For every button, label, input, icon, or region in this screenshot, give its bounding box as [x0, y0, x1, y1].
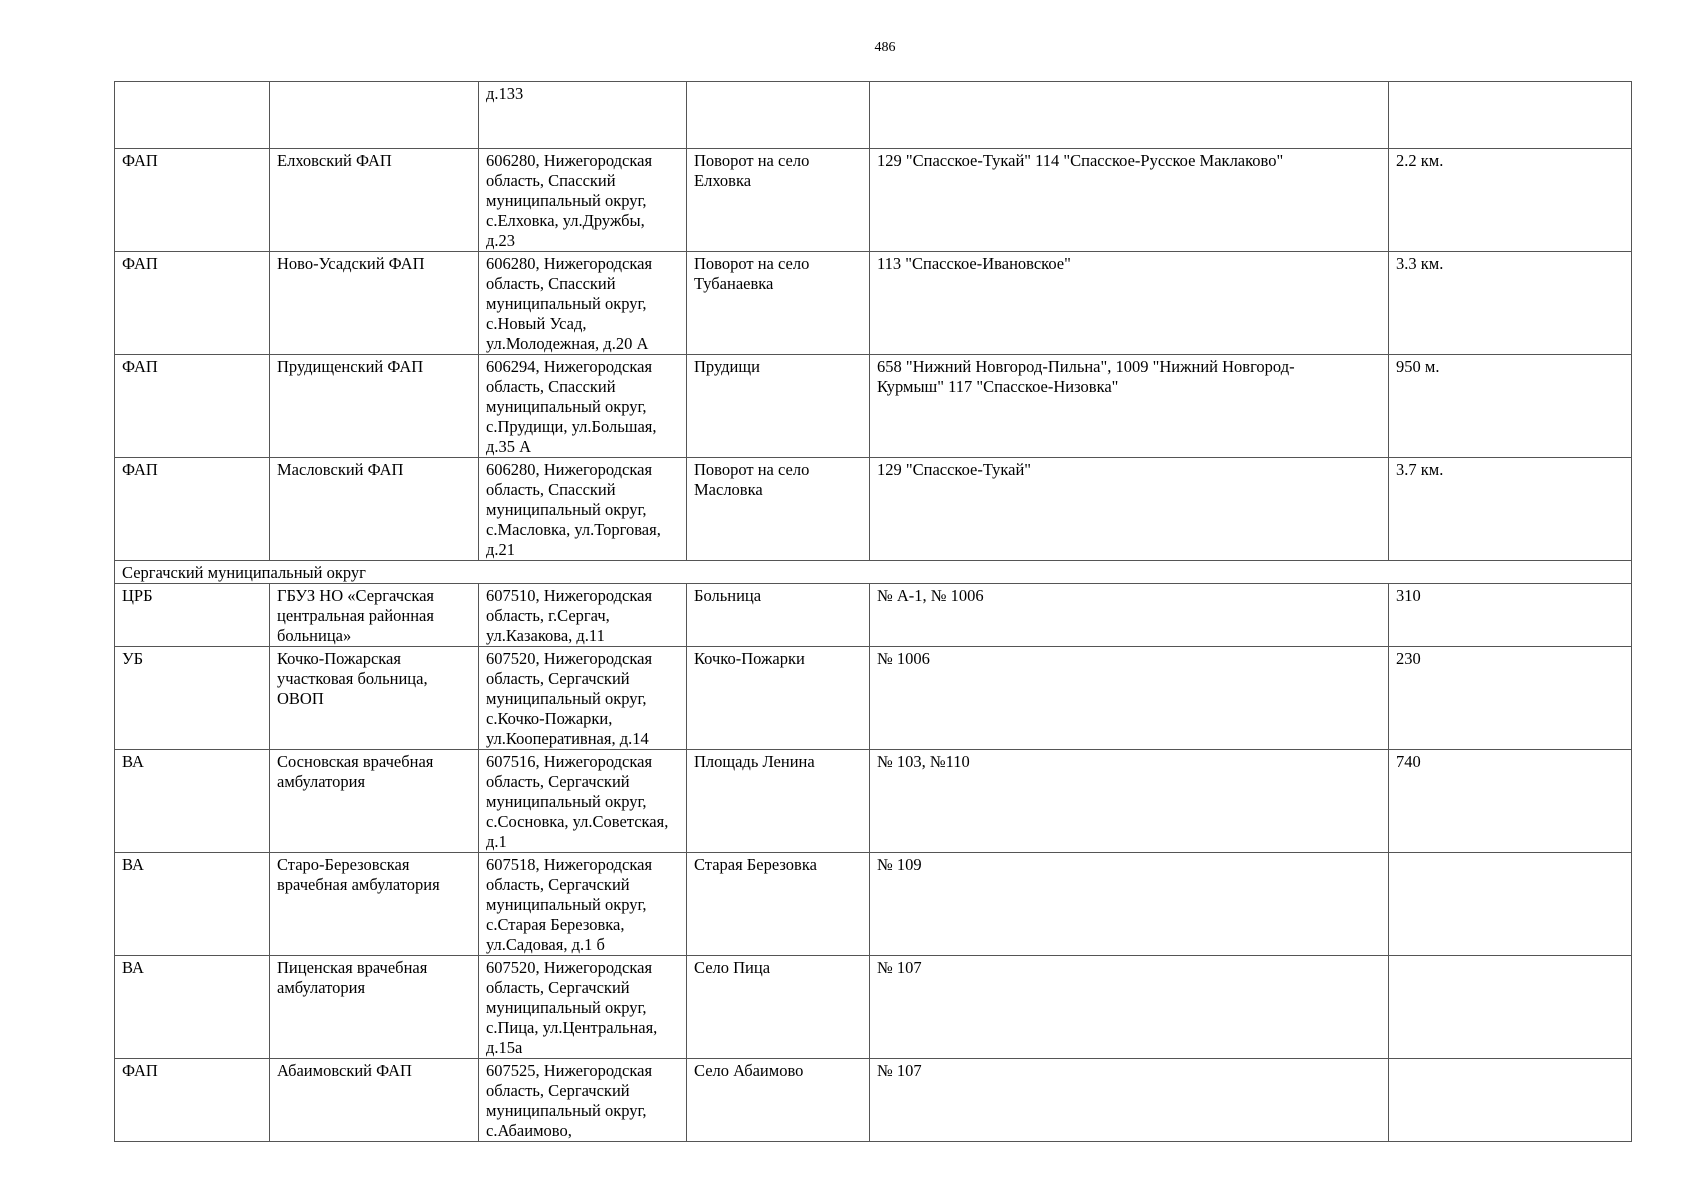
- routes-cell: 113 "Спасское-Ивановское": [870, 252, 1389, 355]
- name-cell: Пиценская врачебная амбулатория: [270, 956, 479, 1059]
- routes-cell: [870, 82, 1389, 149]
- name-cell: Сосновская врачебная амбулатория: [270, 750, 479, 853]
- type-cell: ФАП: [115, 458, 270, 561]
- routes-cell: № 107: [870, 956, 1389, 1059]
- table-row: [115, 584, 1632, 647]
- table-row: [115, 750, 1632, 853]
- type-cell: ФАП: [115, 252, 270, 355]
- table-row: [115, 458, 1632, 561]
- address-cell: 606294, Нижегородская область, Спасский муниципальный округ, с.Прудищи, ул.Большая, д.35 А: [479, 355, 687, 458]
- routes-cell: 129 "Спасское-Тукай" 114 "Спасское-Русское Маклаково": [870, 149, 1389, 252]
- stop-cell: Село Абаимово: [687, 1059, 870, 1142]
- address-cell: д.133: [479, 82, 687, 149]
- stop-cell: Старая Березовка: [687, 853, 870, 956]
- distance-cell: 310: [1389, 584, 1632, 647]
- name-cell: Ново-Усадский ФАП: [270, 252, 479, 355]
- routes-cell: 129 "Спасское-Тукай": [870, 458, 1389, 561]
- type-cell: УБ: [115, 647, 270, 750]
- stop-cell: Кочко-Пожарки: [687, 647, 870, 750]
- routes-cell: № А-1, № 1006: [870, 584, 1389, 647]
- address-cell: 607516, Нижегородская область, Сергачский муниципальный округ, с.Сосновка, ул.Советская, д.1: [479, 750, 687, 853]
- routes-cell: № 103, №110: [870, 750, 1389, 853]
- distance-cell: 950 м.: [1389, 355, 1632, 458]
- stop-cell: Площадь Ленина: [687, 750, 870, 853]
- section-title: Сергачский муниципальный округ: [115, 561, 1632, 584]
- address-cell: 607518, Нижегородская область, Сергачский муниципальный округ, с.Старая Березовка, ул.Садовая, д.1 б: [479, 853, 687, 956]
- address-cell: 606280, Нижегородская область, Спасский муниципальный округ, с.Масловка, ул.Торговая, д.21: [479, 458, 687, 561]
- name-cell: Прудищенский ФАП: [270, 355, 479, 458]
- type-cell: ФАП: [115, 355, 270, 458]
- page-number: 486: [874, 40, 896, 55]
- routes-cell: № 107: [870, 1059, 1389, 1142]
- name-cell: [270, 82, 479, 149]
- table-row: [115, 355, 1632, 458]
- distance-cell: [1389, 82, 1632, 149]
- stop-cell: Поворот на село Масловка: [687, 458, 870, 561]
- stop-cell: Прудищи: [687, 355, 870, 458]
- name-cell: Кочко-Пожарская участковая больница, ОВОП: [270, 647, 479, 750]
- address-cell: 607520, Нижегородская область, Сергачский муниципальный округ, с.Кочко-Пожарки, ул.Кооперативная, д.14: [479, 647, 687, 750]
- table-row: [115, 252, 1632, 355]
- address-cell: 606280, Нижегородская область, Спасский муниципальный округ, с.Елховка, ул.Дружбы, д.23: [479, 149, 687, 252]
- name-cell: ГБУЗ НО «Сергачская центральная районная больница»: [270, 584, 479, 647]
- type-cell: ВА: [115, 956, 270, 1059]
- section-row: [115, 561, 1632, 584]
- stop-cell: Поворот на село Елховка: [687, 149, 870, 252]
- stop-cell: Больница: [687, 584, 870, 647]
- stop-cell: [687, 82, 870, 149]
- address-cell: 607510, Нижегородская область, г.Сергач, ул.Казакова, д.11: [479, 584, 687, 647]
- table-row: [115, 853, 1632, 956]
- distance-cell: [1389, 1059, 1632, 1142]
- table-row: [115, 956, 1632, 1059]
- type-cell: ЦРБ: [115, 584, 270, 647]
- name-cell: Масловский ФАП: [270, 458, 479, 561]
- type-cell: ФАП: [115, 149, 270, 252]
- distance-cell: 3.7 км.: [1389, 458, 1632, 561]
- stop-cell: Село Пица: [687, 956, 870, 1059]
- type-cell: ВА: [115, 853, 270, 956]
- distance-cell: 2.2 км.: [1389, 149, 1632, 252]
- table-row: [115, 1059, 1632, 1142]
- table-row: [115, 149, 1632, 252]
- routes-cell: № 1006: [870, 647, 1389, 750]
- name-cell: Старо-Березовская врачебная амбулатория: [270, 853, 479, 956]
- distance-cell: 740: [1389, 750, 1632, 853]
- distance-cell: 3.3 км.: [1389, 252, 1632, 355]
- distance-cell: 230: [1389, 647, 1632, 750]
- facilities-table: [114, 81, 1632, 1142]
- table-row: [115, 647, 1632, 750]
- routes-cell: № 109: [870, 853, 1389, 956]
- address-cell: 607520, Нижегородская область, Сергачский муниципальный округ, с.Пица, ул.Центральная, д.15а: [479, 956, 687, 1059]
- stop-cell: Поворот на село Тубанаевка: [687, 252, 870, 355]
- distance-cell: [1389, 853, 1632, 956]
- distance-cell: [1389, 956, 1632, 1059]
- name-cell: Елховский ФАП: [270, 149, 479, 252]
- type-cell: ФАП: [115, 1059, 270, 1142]
- routes-cell: 658 "Нижний Новгород-Пильна", 1009 "Нижний Новгород- Курмыш" 117 "Спасское-Низовка": [870, 355, 1389, 458]
- table-row: [115, 82, 1632, 149]
- address-cell: 606280, Нижегородская область, Спасский муниципальный округ, с.Новый Усад, ул.Молодежная, д.20 А: [479, 252, 687, 355]
- address-cell: 607525, Нижегородская область, Сергачский муниципальный округ, с.Абаимово,: [479, 1059, 687, 1142]
- name-cell: Абаимовский ФАП: [270, 1059, 479, 1142]
- type-cell: [115, 82, 270, 149]
- type-cell: ВА: [115, 750, 270, 853]
